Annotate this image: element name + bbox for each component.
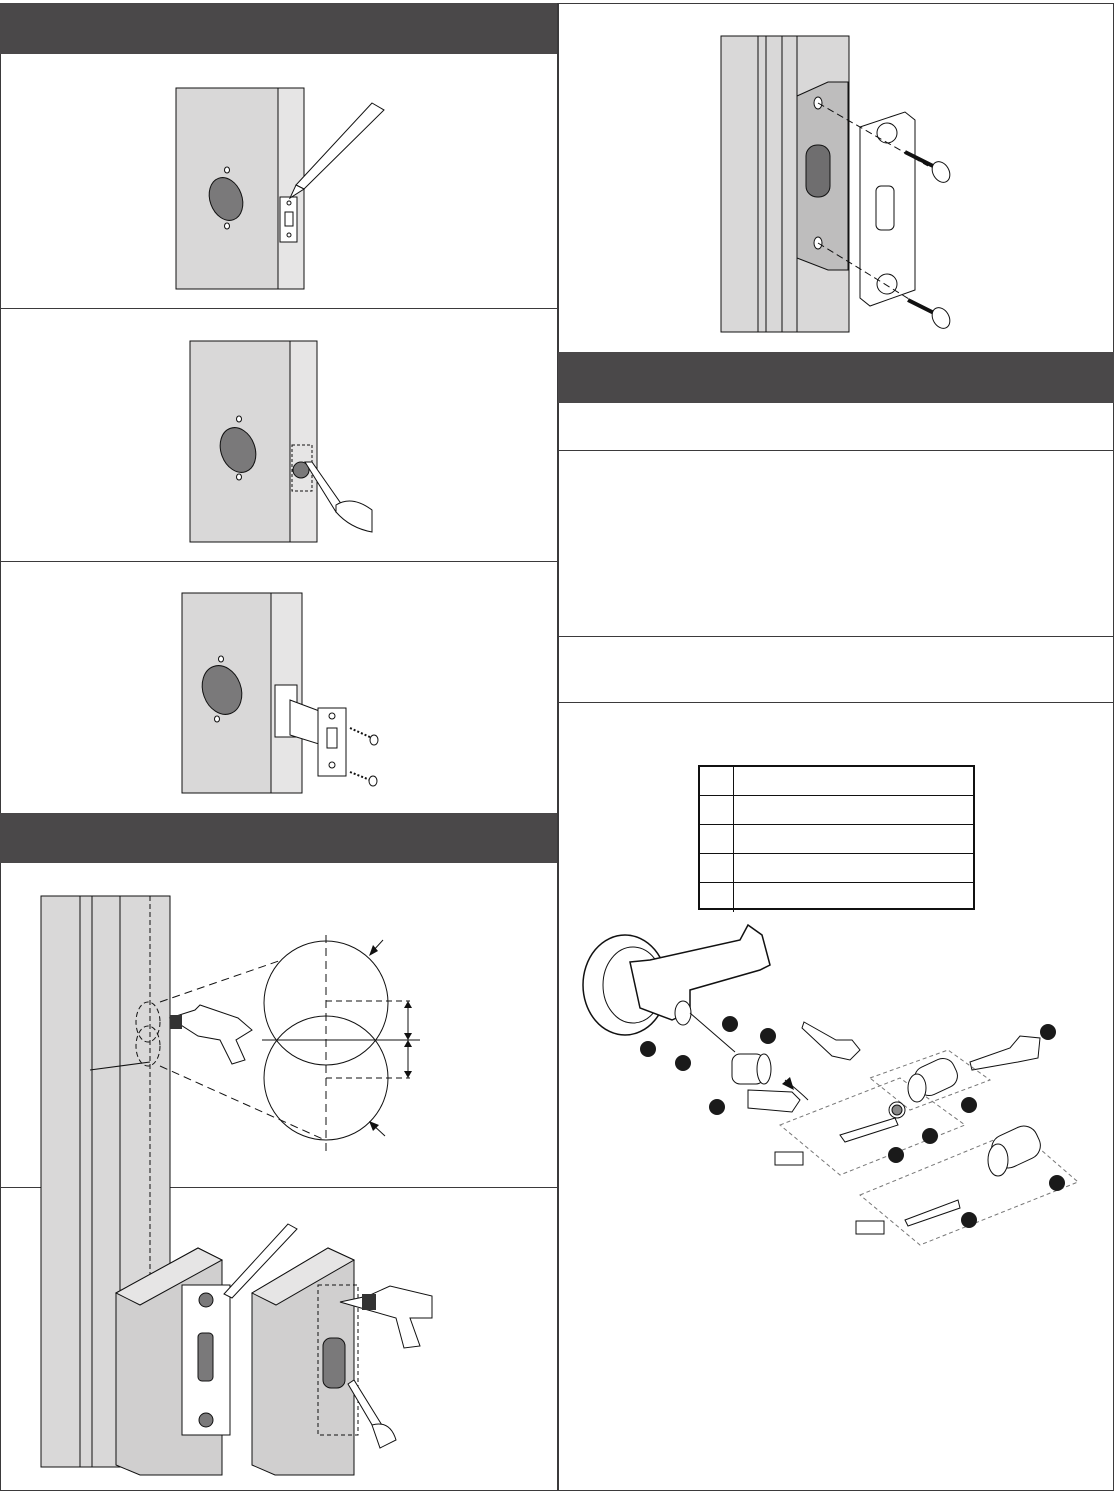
cylinder-icon [987, 1121, 1045, 1176]
lever-handle-icon [583, 925, 770, 1035]
key-icon [970, 1036, 1040, 1070]
key-icon [748, 1090, 800, 1112]
cylinder-icon [908, 1055, 961, 1102]
cylinder-icon [732, 1054, 771, 1084]
key-icon [802, 1022, 860, 1060]
